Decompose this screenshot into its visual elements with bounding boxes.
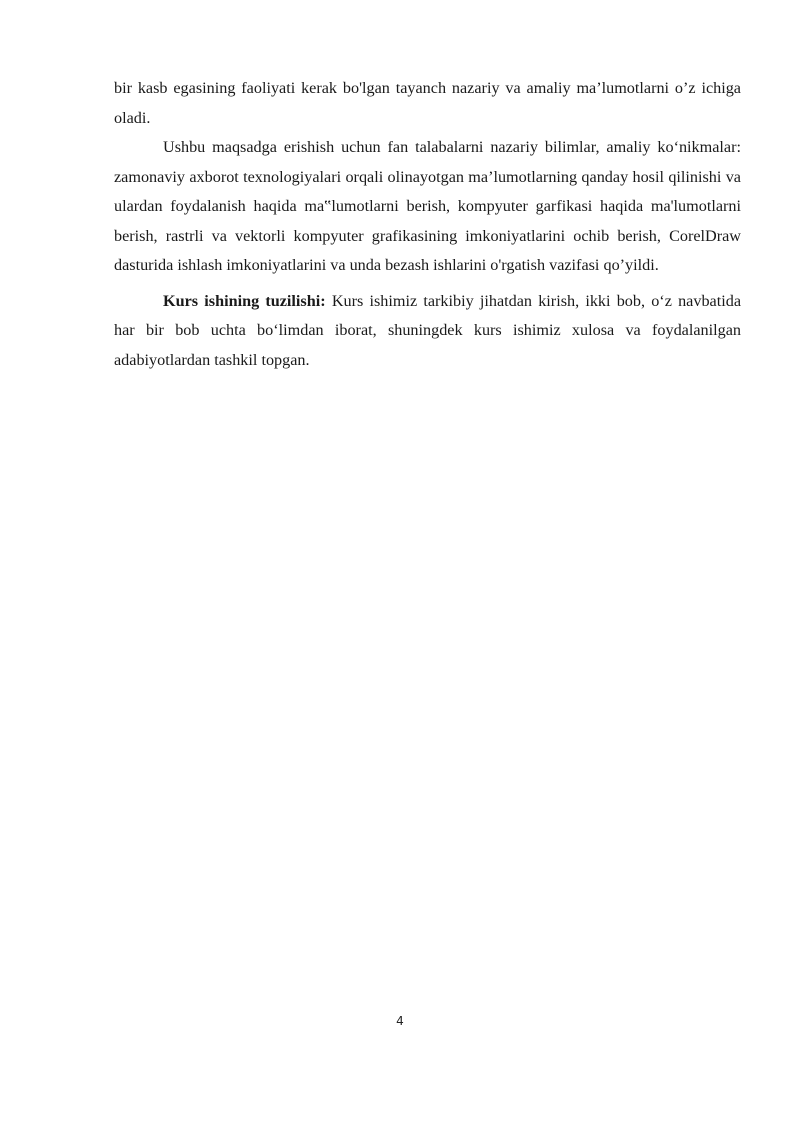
paragraph-continuation [114,74,741,133]
body-text [114,74,741,375]
paragraph-objectives [114,133,741,281]
paragraph-text: Kurs ishimiz tarkibiy jihatdan kirish, ikki bob, o‘z navbatida har bir bob uchta bo‘limdan iborat, shuningdek kurs ishimiz xulosa va foydalanilgan adabiyotlardan tashkil topgan. [114,291,742,369]
paragraph-heading: Kurs ishining tuzilishi: [163,291,326,310]
paragraph-structure [114,287,741,376]
paragraph-text: bir kasb egasining faoliyati kerak bo'lgan tayanch nazariy va amaliy ma’lumotlarni o’z ichiga oladi. [114,79,741,127]
paragraph-text: Ushbu maqsadga erishish uchun fan talabalarni nazariy bilimlar, amaliy ko‘nikmalar: zamonaviy axborot texnologiyalari orqali olinayotgan ma’lumotlarning qanday hosil qilinishi va ulardan foydalanish haqida ma‟lumotlarni berish, kompyuter garfikasi haqida ma'lumotlarni berish, rastrli va vektorli kompyuter grafikasining imkoniyatlarini ochib berish, CorelDraw dasturida ishlash imkoniyatlarini va unda bezash ishlarini o'rgatish vazifasi qo’yildi. [114,138,741,274]
page-number: 4 [396,1014,404,1028]
